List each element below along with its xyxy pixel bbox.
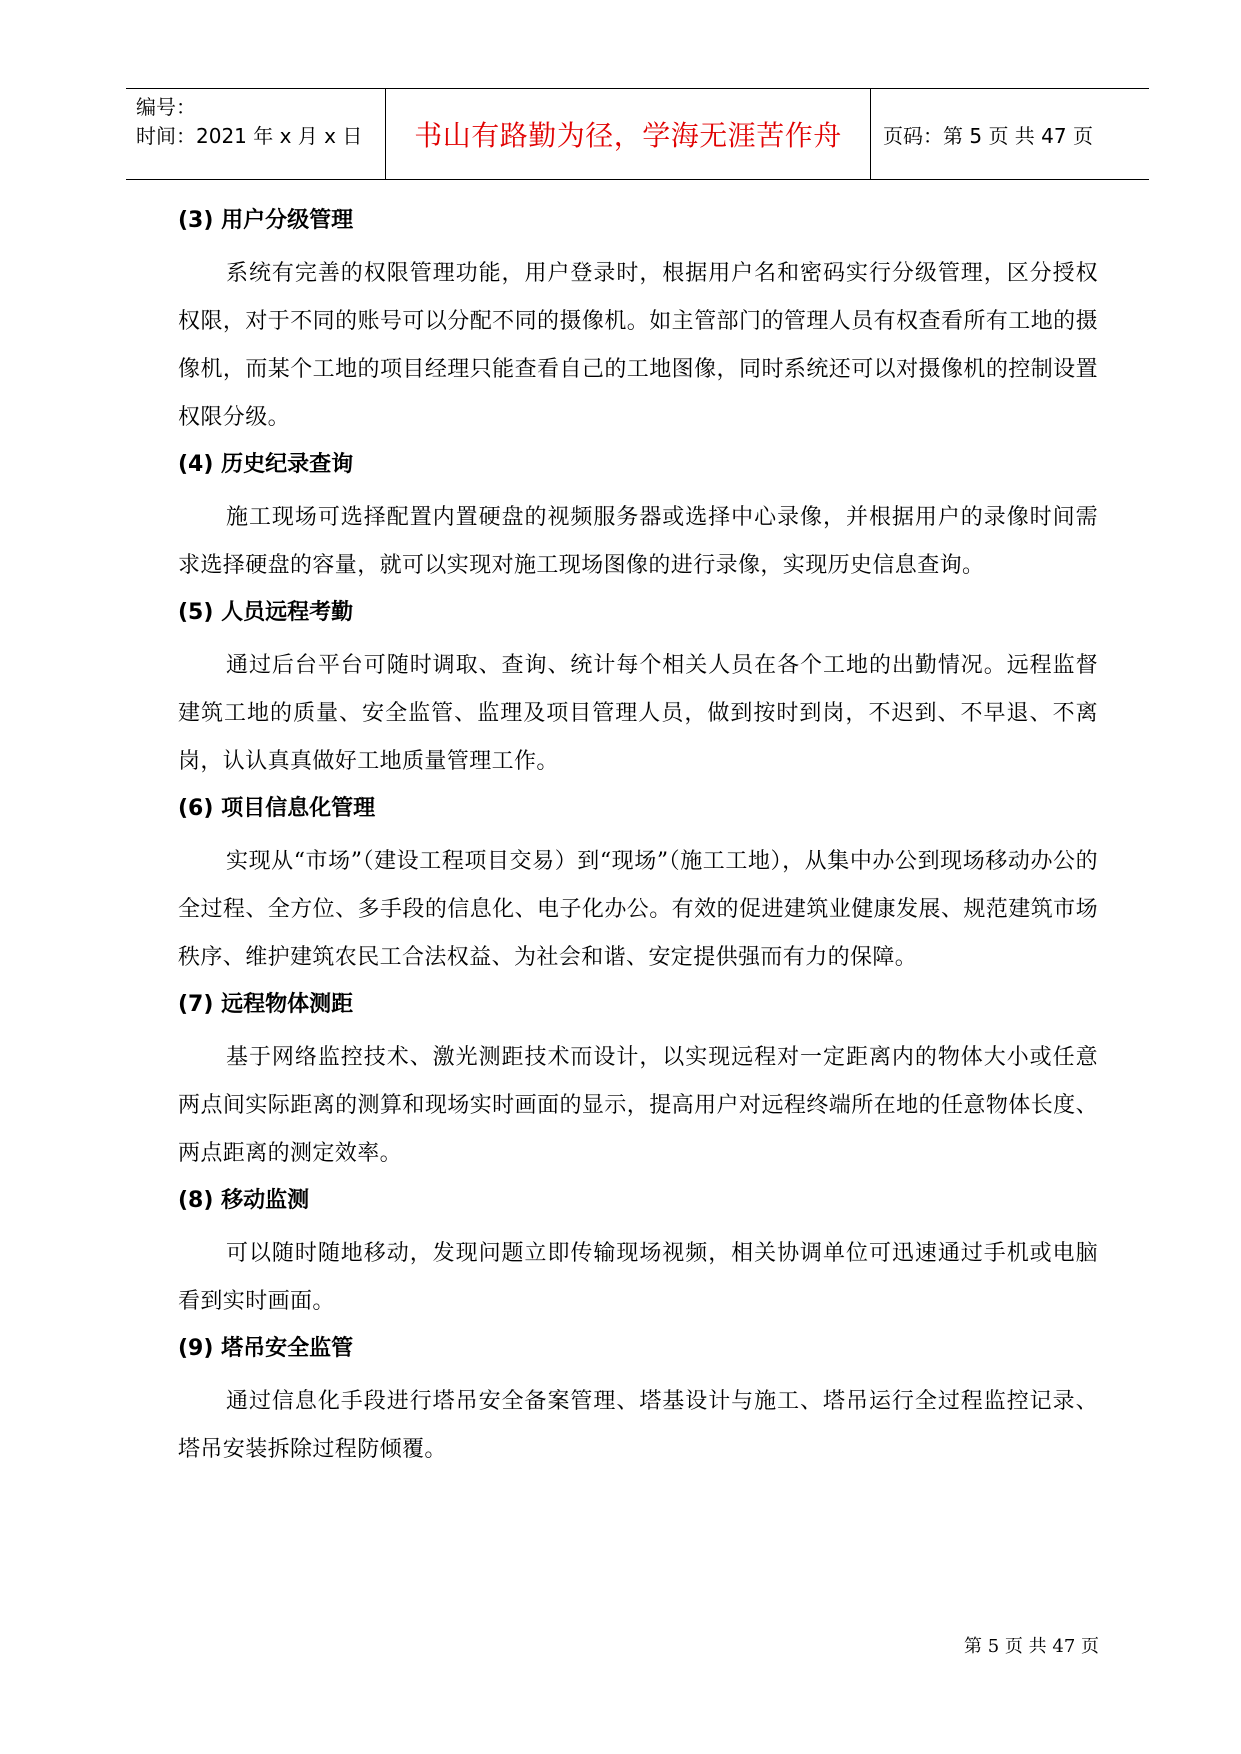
- motto-text: 书山有路勤为径，学海无涯苦作舟: [414, 119, 842, 152]
- document-body: [178, 206, 1098, 1482]
- header-page-cell: [871, 89, 1149, 179]
- section: [178, 206, 1098, 442]
- section-paragraph: 基于网络监控技术、激光测距技术而设计，以实现远程对一定距离内的物体大小或任意两点间实际距离的测算和现场实时画面的显示，提高用户对远程终端所在地的任意物体长度、两点距离的测定效率。: [178, 1045, 1098, 1166]
- header-info-cell: [126, 89, 386, 179]
- section: [178, 598, 1098, 786]
- section-title: (7) 远程物体测距: [178, 992, 354, 1017]
- section-paragraph: 系统有完善的权限管理功能，用户登录时，根据用户名和密码实行分级管理，区分授权权限，对于不同的账号可以分配不同的摄像机。如主管部门的管理人员有权查看所有工地的摄像机，而某个工地的项目经理只能查看自己的工地图像，同时系统还可以对摄像机的控制设置权限分级。: [178, 261, 1098, 430]
- section-title: (9) 塔吊安全监管: [178, 1336, 354, 1361]
- section: [178, 450, 1098, 590]
- section-title: (8) 移动监测: [178, 1188, 310, 1213]
- section-title: (6) 项目信息化管理: [178, 796, 376, 821]
- section: [178, 990, 1098, 1178]
- footer-page-number: 第 5 页 共 47 页: [964, 1636, 1099, 1657]
- section: [178, 1334, 1098, 1474]
- section-paragraph: 通过后台平台可随时调取、查询、统计每个相关人员在各个工地的出勤情况。远程监督建筑工地的质量、安全监管、监理及项目管理人员，做到按时到岗，不迟到、不早退、不离岗，认认真真做好工地质量管理工作。: [178, 653, 1098, 774]
- header-page-info: 页码：第 5 页 共 47 页: [883, 123, 1093, 148]
- page-footer: [964, 1632, 1099, 1658]
- section-paragraph: 通过信息化手段进行塔吊安全备案管理、塔基设计与施工、塔吊运行全过程监控记录、塔吊安装拆除过程防倾覆。: [178, 1389, 1098, 1462]
- section-paragraph: 施工现场可选择配置内置硬盘的视频服务器或选择中心录像，并根据用户的录像时间需求选择硬盘的容量，就可以实现对施工现场图像的进行录像，实现历史信息查询。: [178, 505, 1098, 578]
- section: [178, 1186, 1098, 1326]
- time-label: 时间：2021 年 x 月 x 日: [136, 124, 363, 148]
- section-title: (5) 人员远程考勤: [178, 600, 354, 625]
- header-table: [126, 88, 1149, 180]
- number-label: 编号：: [136, 95, 196, 119]
- section-title: (4) 历史纪录查询: [178, 452, 354, 477]
- section-title: (3) 用户分级管理: [178, 208, 354, 233]
- header-motto-cell: [386, 89, 871, 179]
- section-paragraph: 可以随时随地移动，发现问题立即传输现场视频，相关协调单位可迅速通过手机或电脑看到实时画面。: [178, 1241, 1098, 1314]
- section: [178, 794, 1098, 982]
- section-paragraph: 实现从“市场”（建设工程项目交易）到“现场”（施工工地），从集中办公到现场移动办公的全过程、全方位、多手段的信息化、电子化办公。有效的促进建筑业健康发展、规范建筑市场秩序、维护建筑农民工合法权益、为社会和谐、安定提供强而有力的保障。: [178, 849, 1098, 970]
